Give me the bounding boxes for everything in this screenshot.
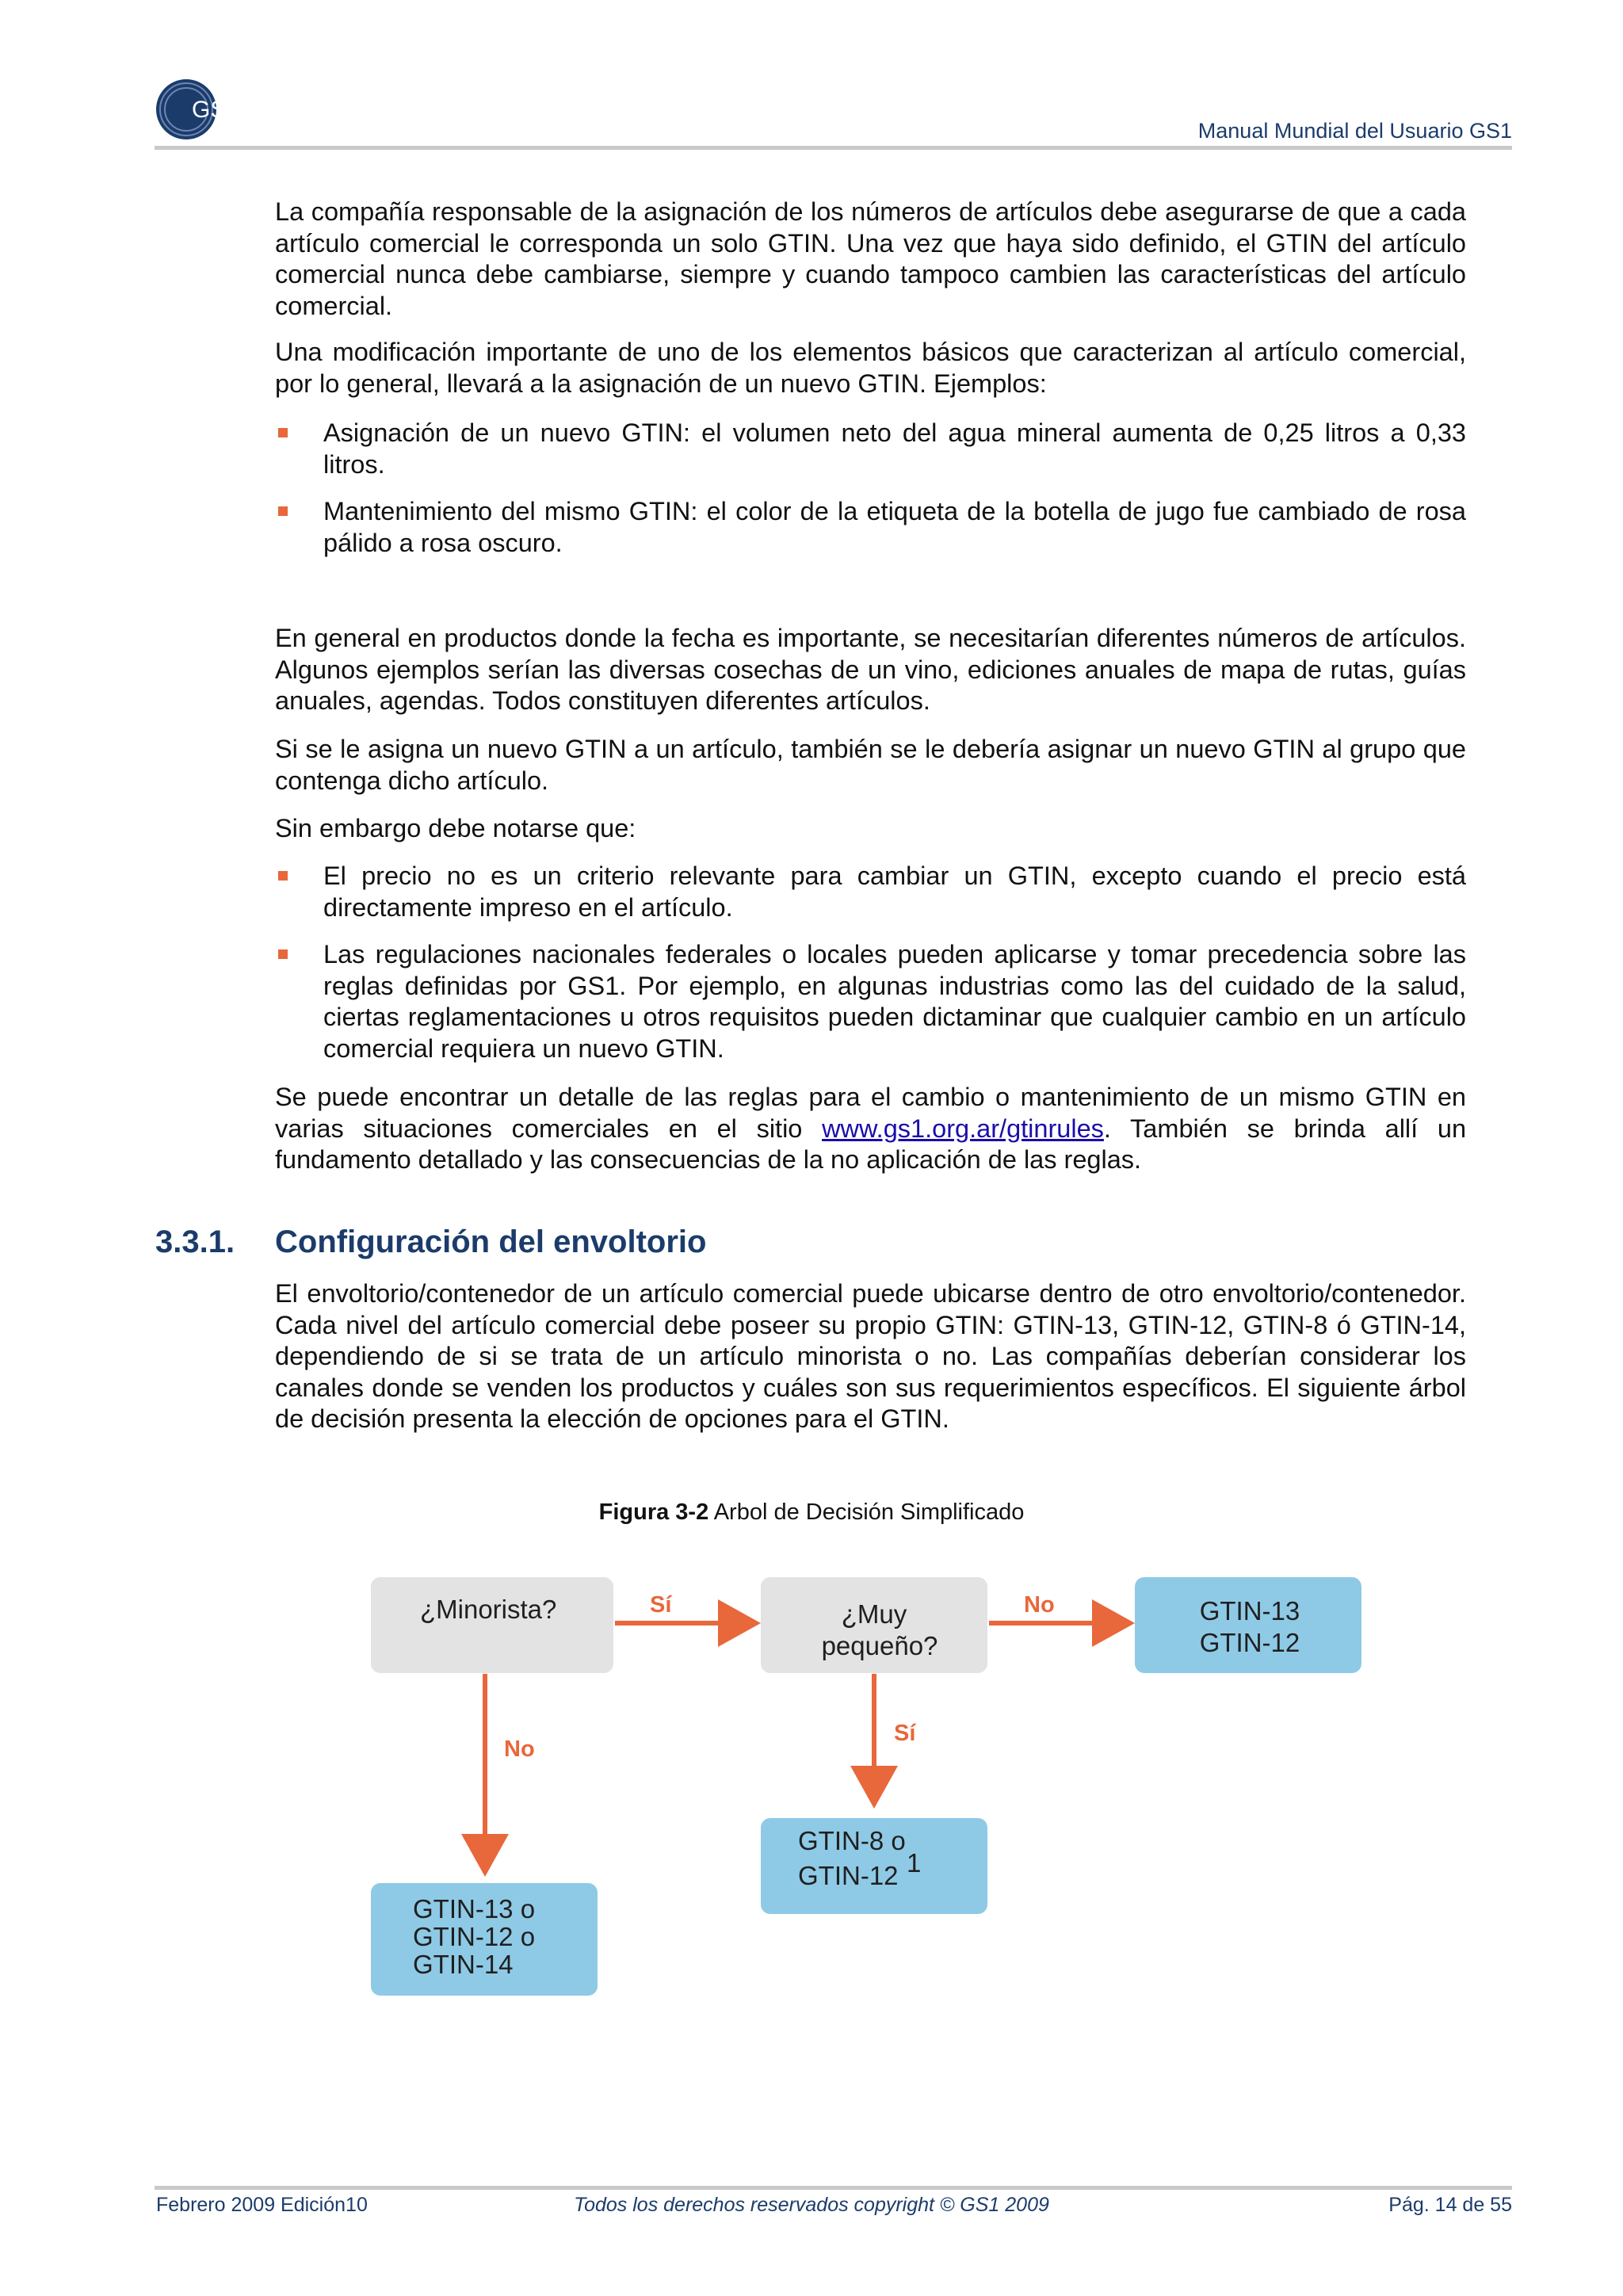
paragraph-6-text-a: Se puede encontrar un detalle de las reglas para el cambio o mantenimiento de un mismo GTIN en varias situaciones comerciales en el sitio — [275, 1083, 1466, 1143]
paragraph-1: La compañía responsable de la asignación de los números de artículos debe asegurarse de que a cada artículo comercial le corresponda un solo GTIN. Una vez que haya sido definido, el GTIN del artículo comercial nunca debe cambiarse, siempre y cuando tampoco cambien las características del artículo comercial. — [275, 197, 1466, 320]
figure-label: Figura 3-2 — [598, 1499, 709, 1525]
footer-copyright: Todos los derechos reservados copyright © GS1 2009 — [574, 2194, 1049, 2216]
edge-label-minorista-no: No — [504, 1736, 535, 1762]
footnote-marker: 1 — [907, 1848, 922, 1878]
node-text: GTIN-12 — [798, 1861, 899, 1890]
edge-label-pequeno-si: Sí — [894, 1721, 916, 1746]
node-text: GTIN-8 o — [798, 1826, 906, 1855]
result-node-gtin-13-12 — [1135, 1577, 1361, 1673]
node-text: GTIN-13 o — [413, 1894, 536, 1924]
node-text: GTIN-13 — [1199, 1596, 1300, 1626]
node-text: GTIN-12 — [1199, 1628, 1300, 1657]
footer-edition: Febrero 2009 Edición10 — [156, 2194, 368, 2216]
paragraph-2: Una modificación importante de uno de los elementos básicos que caracterizan al artículo comercial, por lo general, llevará a la asignación de un nuevo GTIN. Ejemplos: — [275, 338, 1466, 398]
node-text: ¿Minorista? — [420, 1595, 557, 1624]
logo-text: GS1 — [192, 97, 240, 123]
result-node-gtin-13-12-14 — [371, 1883, 598, 1996]
footer-page-number: Pág. 14 de 55 — [1388, 2194, 1512, 2216]
paragraph-6-text-b: . También se brinda allí un fundamento detallado y las consecuencias de la no aplicación de las reglas. — [275, 1114, 1467, 1174]
edge-label-pequeno-no: No — [1024, 1592, 1055, 1618]
decision-node-minorista — [371, 1577, 613, 1673]
list-item-text: El precio no es un criterio relevante para cambiar un GTIN, excepto cuando el precio está directamente impreso en el artículo. — [323, 861, 1466, 922]
section-paragraph: El envoltorio/contenedor de un artículo comercial puede ubicarse dentro de otro envoltorio/contenedor. Cada nivel del artículo comercial debe poseer su propio GTIN: GTIN-13, GTIN-12, GTIN-8 ó GTIN-14, dependiendo de si se trata de un artículo minorista o no. Las compañías deberían considerar los canales donde se venden los productos y cuáles son sus requerimientos específicos. El siguiente árbol de decisión presenta la elección de opciones para el GTIN. — [275, 1279, 1466, 1433]
gtinrules-link[interactable]: www.gs1.org.ar/gtinrules — [822, 1114, 1104, 1143]
footer-divider — [155, 2186, 1512, 2190]
node-text: pequeño? — [821, 1631, 938, 1660]
header-title: Manual Mundial del Usuario GS1 — [1197, 119, 1512, 143]
section-number: 3.3.1. — [155, 1224, 235, 1259]
node-text: ¿Muy — [841, 1599, 907, 1629]
node-text: GTIN-12 o — [413, 1922, 536, 1951]
decision-node-muy-pequeno — [761, 1577, 987, 1673]
list-item-text: Asignación de un nuevo GTIN: el volumen neto del agua mineral aumenta de 0,25 litros a 0,33 litros. — [323, 418, 1466, 479]
list-item-text: Mantenimiento del mismo GTIN: el color de la etiqueta de la botella de jugo fue cambiado de rosa pálido a rosa oscuro. — [323, 497, 1466, 557]
edge-label-minorista-si: Sí — [650, 1592, 672, 1618]
figure-caption-text: Arbol de Decisión Simplificado — [713, 1499, 1025, 1525]
paragraph-4: Si se le asigna un nuevo GTIN a un artículo, también se le debería asignar un nuevo GTIN al grupo que contenga dicho artículo. — [275, 735, 1466, 795]
list-item-text: Las regulaciones nacionales federales o locales pueden aplicarse y tomar precedencia sobre las reglas definidas por GS1. Por ejemplo, en algunas industrias como las del cuidado de la salud, ciertas reglamentaciones u otros requisitos pueden dictaminar que cualquier cambio en un artículo comercial requiera un nuevo GTIN. — [323, 940, 1466, 1063]
paragraph-5: Sin embargo debe notarse que: — [275, 814, 636, 842]
node-text: GTIN-14 — [413, 1950, 514, 1979]
section-title: Configuración del envoltorio — [275, 1224, 707, 1259]
result-node-gtin-8-12 — [761, 1818, 987, 1914]
paragraph-3: En general en productos donde la fecha es importante, se necesitarían diferentes números de artículos. Algunos ejemplos serían las diversas cosechas de un vino, ediciones anuales de mapa de rutas, guías anuales, agendas. Todos constituyen diferentes artículos. — [275, 624, 1466, 715]
